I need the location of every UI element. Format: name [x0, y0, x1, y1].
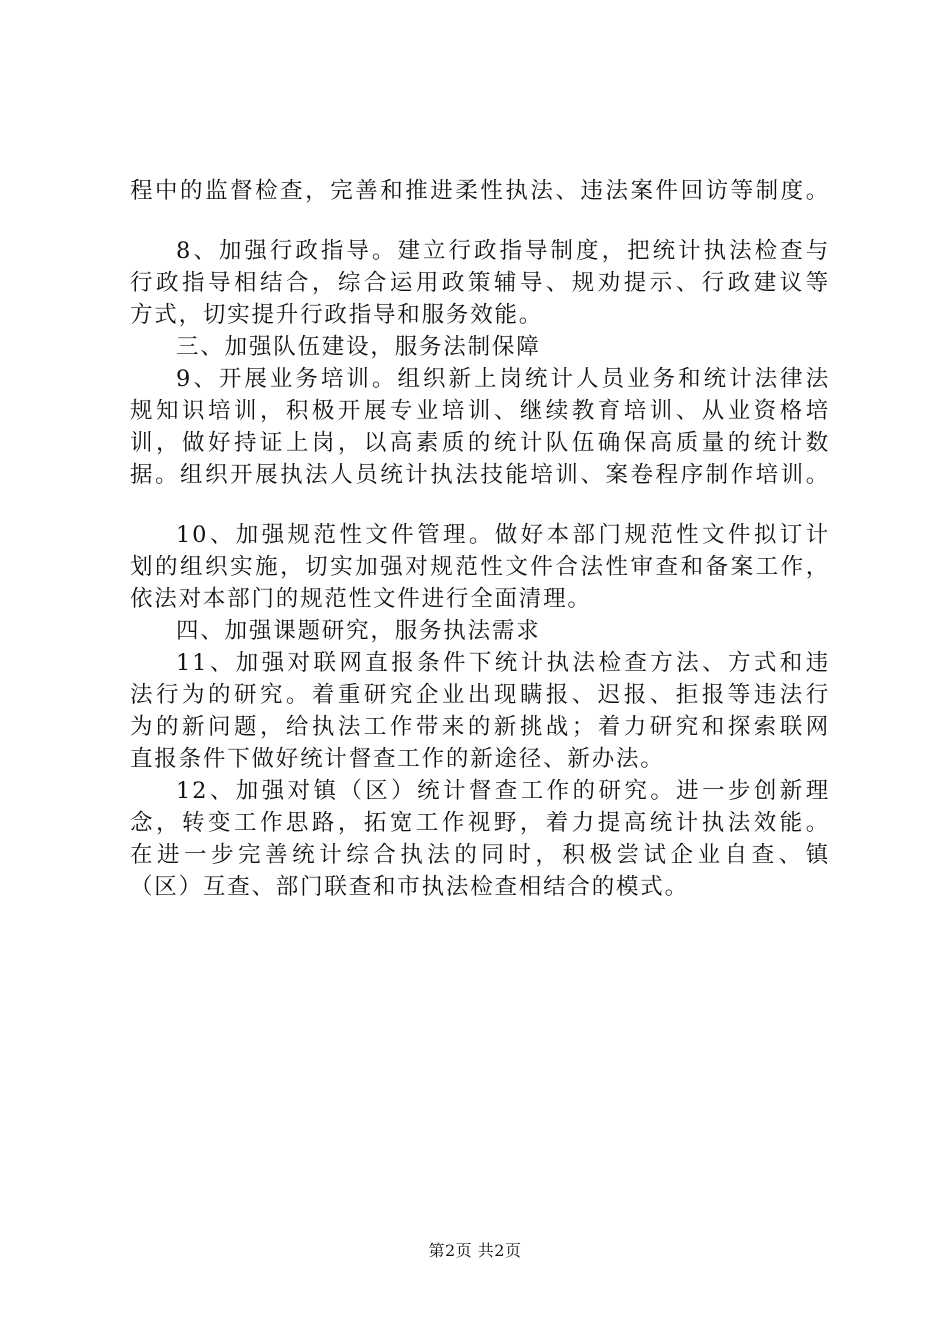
paragraph-line: （区）互查、部门联查和市执法检查相结合的模式。 [130, 874, 689, 900]
section-heading: 四、加强课题研究，服务执法需求 [176, 618, 541, 644]
paragraph-line: 在进一步完善统计综合执法的同时，积极尝试企业自查、镇 [130, 842, 830, 868]
paragraph-line: 依法对本部门的规范性文件进行全面清理。 [130, 586, 592, 612]
paragraph-line: 为的新问题，给执法工作带来的新挑战；着力研究和探索联网 [130, 714, 830, 740]
paragraph-line: 法行为的研究。着重研究企业出现瞒报、迟报、拒报等违法行 [130, 682, 830, 708]
paragraph-line: 念，转变工作思路，拓宽工作视野，着力提高统计执法效能。 [130, 810, 830, 836]
paragraph-line: 训，做好持证上岗，以高素质的统计队伍确保高质量的统计数 [130, 430, 830, 456]
paragraph-line: 方式，切实提升行政指导和服务效能。 [130, 302, 544, 328]
paragraph-line: 行政指导相结合，综合运用政策辅导、规劝提示、行政建议等 [130, 270, 830, 296]
paragraph-line: 划的组织实施，切实加强对规范性文件合法性审查和备案工作， [130, 554, 830, 580]
paragraph-line: 据。组织开展执法人员统计执法技能培训、案卷程序制作培训。 [130, 462, 830, 488]
paragraph-line: 程中的监督检查，完善和推进柔性执法、违法案件回访等制度。 [130, 178, 830, 204]
section-heading: 三、加强队伍建设，服务法制保障 [176, 334, 541, 360]
paragraph-line: 8、加强行政指导。建立行政指导制度，把统计执法检查与 [176, 238, 830, 264]
paragraph-line: 直报条件下做好统计督查工作的新途径、新办法。 [130, 746, 665, 772]
page-number-footer: 第2页 共2页 [428, 1241, 522, 1260]
paragraph-line: 9、开展业务培训。组织新上岗统计人员业务和统计法律法 [176, 366, 830, 392]
paragraph-line: 11、加强对联网直报条件下统计执法检查方法、方式和违 [176, 650, 830, 676]
paragraph-line: 10、加强规范性文件管理。做好本部门规范性文件拟订计 [176, 522, 830, 548]
paragraph-line: 12、加强对镇（区）统计督查工作的研究。进一步创新理 [176, 778, 830, 804]
paragraph-line: 规知识培训，积极开展专业培训、继续教育培训、从业资格培 [130, 398, 830, 424]
